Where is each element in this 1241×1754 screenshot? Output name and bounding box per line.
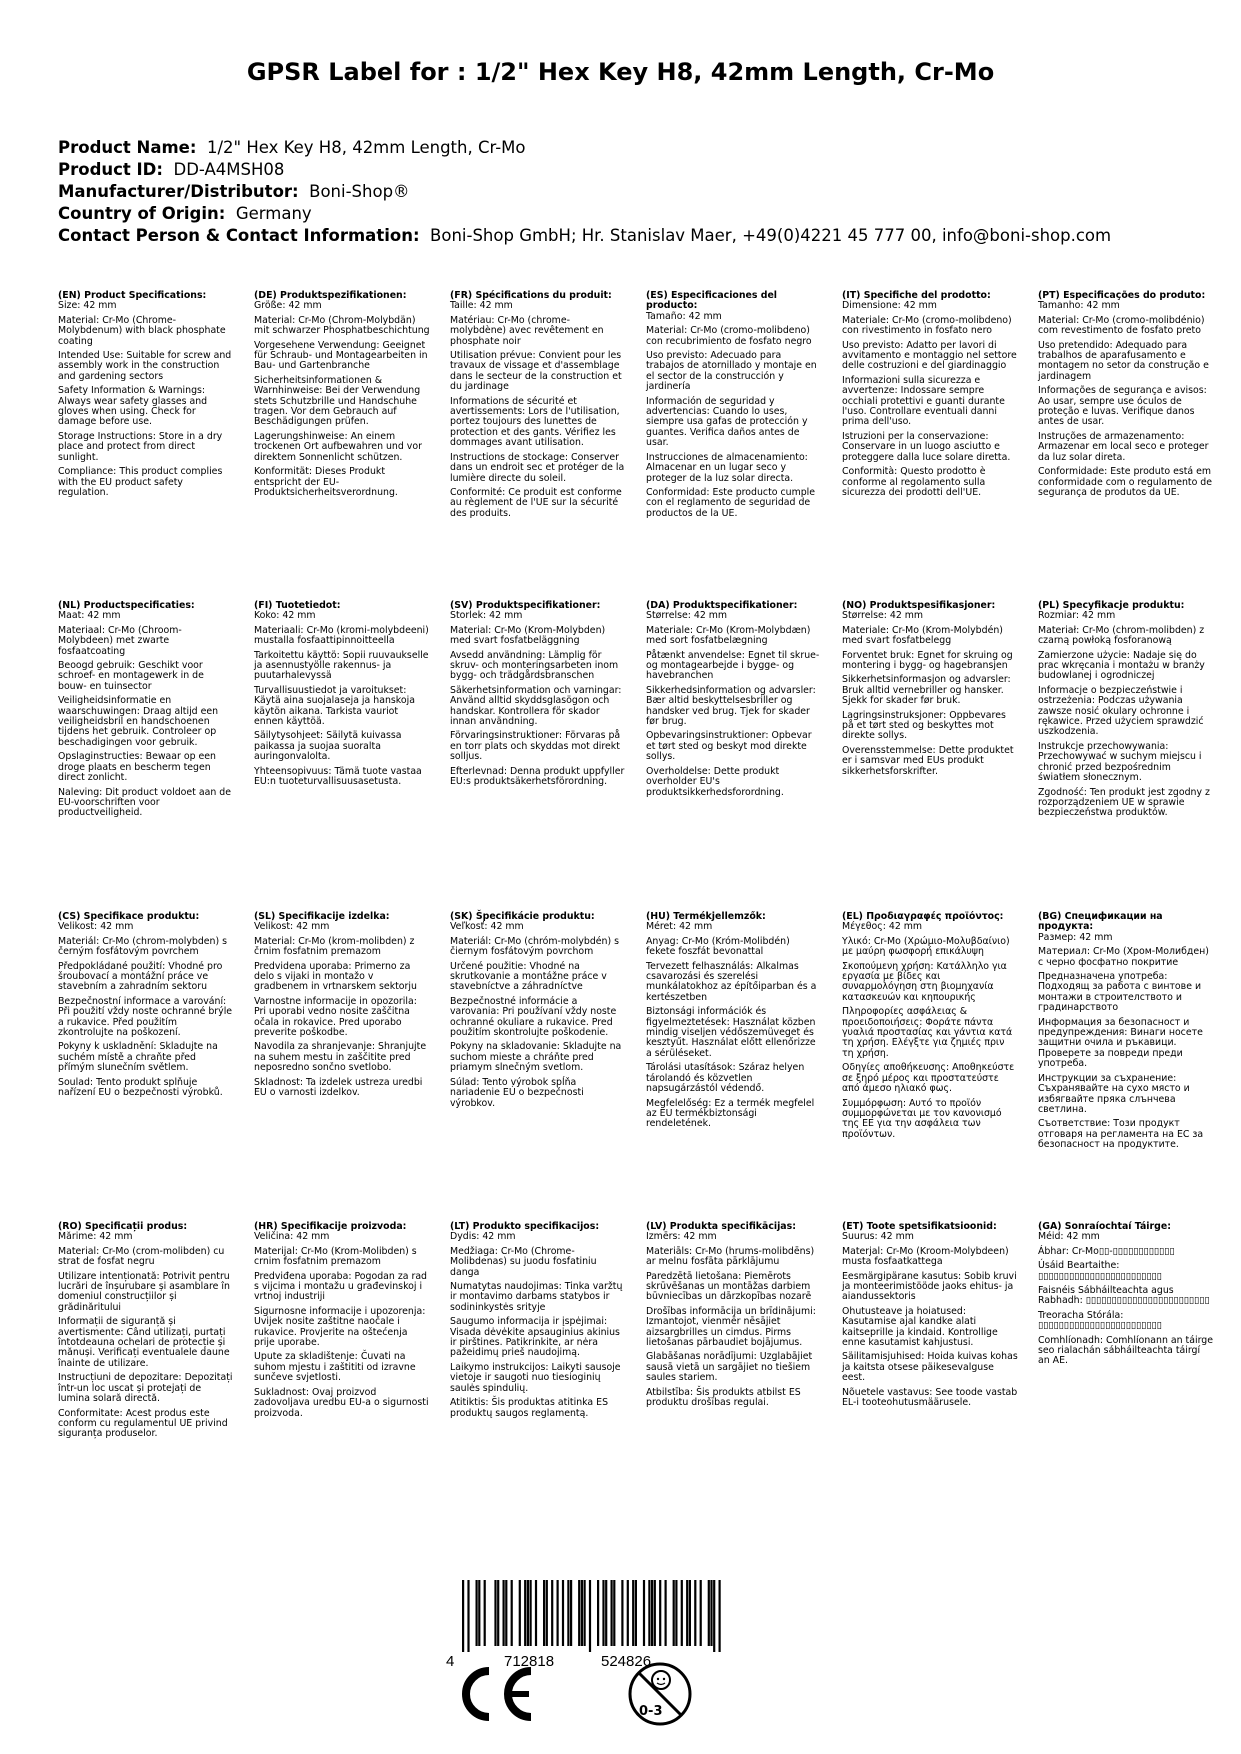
section-paragraph: Medžiaga: Cr-Mo (Chrome-Molibdenas) su juodu fosfatiniu danga	[450, 1245, 597, 1278]
section-paragraph: Pokyny k uskladnění: Skladujte na suchém místě a chraňte před přímým slunečním světlem.	[58, 1041, 218, 1074]
section-paragraph: Paredzētā lietošana: Piemērots skrūvēšanas un montāžas darbiem būvniecības un dārzkopības nozarē	[646, 1270, 812, 1303]
section-paragraph: Σκοπούμενη χρήση: Κατάλληλο για εργασία με βίδες και συναρμολόγηση στη βιομηχανία κατασκευών και κηπουρικής	[842, 960, 1007, 1003]
barcode-bar	[648, 1580, 650, 1646]
spec-section	[254, 1222, 430, 1423]
section-paragraph: Πληροφορίες ασφάλειας & προειδοποιήσεις: Φοράτε πάντα γυαλιά προστασίας και γάντια κατά τη χρήση. Ελέγξτε για ζημιές πριν τη χρήση.	[842, 1006, 1013, 1059]
section-paragraph: Størrelse: 42 mm	[842, 610, 924, 622]
section-paragraph: Forventet bruk: Egnet for skruing og montering i bygg- og hagebransjen	[842, 649, 1013, 672]
barcode-bar	[632, 1580, 634, 1646]
spec-section	[842, 291, 1018, 502]
section-paragraph: Predvidena uporaba: Primerno za delo s vijaki in montažo v gradbenem in vrtnarskem sektorju	[254, 960, 417, 993]
barcode-bar	[551, 1580, 553, 1646]
spec-section	[842, 1222, 1018, 1413]
section-paragraph: Soulad: Tento produkt splňuje nařízení EU o bezpečnosti výrobků.	[58, 1076, 223, 1099]
section-paragraph: Materiaal: Cr-Mo (Chroom-Molybdeen) met zwarte fosfaatcoating	[58, 624, 182, 657]
section-paragraph: Conformità: Questo prodotto è conforme al regolamento sulla sicurezza dei prodotti dell'UE.	[842, 466, 986, 498]
section-paragraph: Material: Cr-Mo (Chrom-Molybdän) mit schwarzer Phosphatbeschichtung	[254, 314, 430, 337]
section-paragraph: Materiál: Cr-Mo (chrom-molybden) s černým fosfátovým povrchem	[58, 935, 228, 958]
section-paragraph: Comhlíonadh: Comhlíonann an táirge seo rialachán sábháilteachta táirgí an AE.	[1038, 1334, 1213, 1367]
section-paragraph: Saugumo informacija ir įspėjimai: Visada dėvėkite apsauginius akinius ir pirštines. Patikrinkite, ar nėra pažeidimų prieš naudojimą.	[450, 1316, 620, 1359]
barcode-bar	[567, 1580, 569, 1646]
barcode-bar	[651, 1580, 653, 1646]
section-paragraph: Dimensione: 42 mm	[842, 300, 937, 312]
barcode-bar	[557, 1580, 559, 1646]
section-paragraph: Matériau: Cr-Mo (chrome-molybdène) avec revêtement en phosphate noir	[450, 314, 604, 347]
section-heading: (HR) Specifikacije proizvoda:	[254, 1221, 407, 1232]
section-heading: (GA) Sonraíochtaí Táirge:	[1038, 1221, 1171, 1232]
spec-section	[58, 912, 234, 1103]
section-paragraph: Предназначена употреба: Подходящ за работа с винтове и монтажи в строителството и градинарството	[1038, 971, 1202, 1014]
section-paragraph: Materiale: Cr-Mo (Krom-Molybdén) med svart fosfatbelegg	[842, 624, 1003, 647]
section-paragraph: Intended Use: Suitable for screw and assembly work in the construction and gardening sectors	[58, 350, 232, 382]
section-paragraph: Pokyny na skladovanie: Skladujte na suchom mieste a chráňte pred priamym slnečným svetlom.	[450, 1041, 622, 1074]
section-paragraph: Sikkerhedsinformation og advarsler: Bær altid beskyttelsesbriller og handsker ved brug. Tjek for skader før brug.	[646, 684, 816, 728]
section-paragraph: Súlad: Tento výrobok spĺňa nariadenie EÚ o bezpečnosti výrobkov.	[450, 1076, 584, 1109]
section-paragraph: Storage Instructions: Store in a dry place and protect from direct sunlight.	[58, 430, 223, 463]
barcode-bar	[497, 1580, 499, 1646]
section-heading: (LT) Produkto specifikacijos:	[450, 1221, 600, 1232]
section-paragraph: Materiale: Cr-Mo (Krom-Molybdæn) med sort fosfatbelægning	[646, 624, 811, 647]
spec-section	[254, 291, 430, 502]
section-paragraph: Instrucțiuni de depozitare: Depozitați într-un loc uscat și protejați de lumina solară directă.	[58, 1372, 233, 1405]
page-title: GPSR Label for : 1/2" Hex Key H8, 42mm Length, Cr-Mo	[246, 58, 995, 86]
barcode-bar	[535, 1580, 537, 1646]
section-paragraph: Säilytysohjeet: Säilytä kuivassa paikassa ja suojaa suoralta auringonvalolta.	[254, 730, 402, 763]
info-value: 1/2" Hex Key H8, 42mm Length, Cr-Mo	[206, 138, 526, 157]
section-paragraph: Tárolási utasítások: Száraz helyen tárolandó és közvetlen napsugárzástól védendő.	[646, 1062, 805, 1095]
barcode-bar	[511, 1580, 513, 1646]
section-heading: (FR) Spécifications du produit:	[450, 290, 612, 301]
section-paragraph: Varnostne informacije in opozorila: Pri uporabi vedno nosite zaščitna očala in rokavice. Pred uporabo preverite poškodbe.	[254, 995, 417, 1039]
barcode-bar	[719, 1580, 721, 1652]
section-heading: (ET) Toote spetsifikatsioonid:	[842, 1221, 997, 1232]
section-paragraph: Treoracha Stórála: ▯▯▯▯▯▯▯▯▯▯▯▯▯▯▯▯▯▯▯▯▯▯▯▯	[1038, 1309, 1162, 1332]
section-paragraph: Bezpečnostní informace a varování: Při použití vždy noste ochranné brýle a rukavice. Před použitím zkontrolujte na poškození.	[58, 995, 233, 1039]
barcode-bar	[503, 1580, 505, 1646]
section-paragraph: Predviđena uporaba: Pogodan za rad s vijcima i montažu u građevinskoj i vrtnoj industriji	[254, 1270, 428, 1303]
section-paragraph: Izmērs: 42 mm	[646, 1231, 717, 1243]
section-paragraph: Skladnost: Ta izdelek ustreza uredbi EU o varnosti izdelkov.	[254, 1076, 423, 1099]
barcode-bar	[467, 1580, 469, 1652]
section-paragraph: Материал: Cr-Mo (Хром-Молибден) с черно фосфатно покритие	[1038, 946, 1209, 968]
section-paragraph: Информация за безопасност и предупреждения: Винаги носете защитни очила и ръкавици. Проверете за повреди преди употреба.	[1038, 1016, 1203, 1070]
section-paragraph: Materijal: Cr-Mo (Krom-Molibden) s crnim fosfatnim premazom	[254, 1245, 417, 1268]
section-paragraph: Conformitate: Acest produs este conform cu regulamentul UE privind siguranța produselor.	[58, 1407, 228, 1440]
ean-barcode	[438, 1580, 738, 1670]
section-paragraph: Utilisation prévue: Convient pour les travaux de vissage et d'assemblage dans le secteur de la construction et du jardinage	[450, 350, 622, 393]
section-paragraph: Información de seguridad y advertencias: Cuando lo uses, siempre usa gafas de protección y guantes. Verifica daños antes de usar.	[646, 395, 808, 449]
barcode-bar	[543, 1580, 545, 1646]
barcode-bar	[694, 1580, 696, 1646]
info-value: Boni-Shop®	[309, 182, 410, 201]
section-paragraph: Size: 42 mm	[58, 300, 117, 312]
section-paragraph: Conformidade: Este produto está em conformidade com o regulamento de segurança de produtos da UE.	[1038, 466, 1213, 498]
section-paragraph: Compliance: This product complies with the EU product safety regulation.	[58, 466, 223, 498]
info-label: Manufacturer/Distributor:	[58, 182, 299, 201]
age-warning-icon	[627, 1661, 693, 1727]
barcode-bar	[605, 1580, 607, 1646]
barcode-bar	[681, 1580, 683, 1646]
barcode-bar	[621, 1580, 623, 1646]
section-paragraph: Informações de segurança e avisos: Ao usar, sempre use óculos de proteção e luvas. Verifique danos antes de usar.	[1038, 385, 1207, 428]
barcode-bars	[462, 1580, 721, 1652]
section-paragraph: Sicherheitsinformationen & Warnhinweise: Bei der Verwendung stets Schutzbrille und Handschuhe tragen. Vor dem Gebrauch auf Beschädigungen prüfen.	[254, 374, 421, 428]
spec-section	[1038, 1222, 1214, 1371]
section-paragraph: Nõuetele vastavus: See toode vastab EL-i tooteohutusmäärusele.	[842, 1386, 1018, 1409]
section-paragraph: Sigurnosne informacije i upozorenja: Uvijek nosite zaštitne naočale i rukavice. Provjerite na oštećenja prije uporabe.	[254, 1305, 426, 1349]
section-paragraph: Informacje o bezpieczeństwie i ostrzeżenia: Podczas używania zawsze nosić okulary ochronne i rękawice. Przed użyciem sprawdzić uszkodzenia.	[1038, 684, 1204, 738]
section-heading: (PL) Specyfikacje produktu:	[1038, 600, 1185, 611]
section-paragraph: Upute za skladištenje: Čuvati na suhom mjestu i zaštititi od izravne sunčeve svjetlosti.	[254, 1351, 416, 1384]
info-row-name	[58, 137, 1111, 159]
section-paragraph: Lagerungshinweise: An einem trockenen Ort aufbewahren und vor direktem Sonnenlicht schützen.	[254, 430, 422, 463]
barcode-bar	[462, 1580, 464, 1652]
section-paragraph: Påtænkt anvendelse: Egnet til skrue- og montagearbejde i bygge- og havebranchen	[646, 649, 820, 682]
section-paragraph: Materiał: Cr-Mo (chrom-molibden) z czarną powłoką fosforanową	[1038, 624, 1205, 647]
spec-section	[1038, 601, 1214, 823]
section-paragraph: Materiale: Cr-Mo (cromo-molibdeno) con rivestimento in fosfato nero	[842, 314, 1012, 337]
barcode-bar	[665, 1580, 667, 1646]
section-paragraph: Biztonsági információk és figyelmeztetések: Használat közben mindig viseljen védőszemüveget és kesztyűt. Használat előtt ellenőrizze a sérüléseket.	[646, 1006, 816, 1059]
info-row-contact	[58, 225, 1111, 247]
section-heading: (LV) Produkta specifikācijas:	[646, 1221, 796, 1232]
section-heading: (PT) Especificações do produto:	[1038, 290, 1206, 301]
section-paragraph: Předpokládané použití: Vhodné pro šroubovací a montážní práce ve stavebním a zahradním sektoru	[58, 960, 223, 993]
section-paragraph: Lagringsinstruksjoner: Oppbevares på et tørt sted og beskyttes mot direkte sollys.	[842, 709, 1006, 742]
section-paragraph: Sikkerhetsinformasjon og advarsler: Bruk alltid vernebriller og hansker. Sjekk for skader før bruk.	[842, 674, 1011, 707]
section-paragraph: Zamierzone użycie: Nadaje się do prac wkręcania i montażu w branży budowlanej i ogrodniczej	[1038, 649, 1205, 682]
spec-section	[646, 912, 822, 1134]
section-paragraph: Informazioni sulla sicurezza e avvertenze: Indossare sempre occhiali protettivi e guanti durante l'uso. Controllare eventuali danni prima dell'uso.	[842, 374, 1005, 428]
section-paragraph: Uso previsto: Adecuado para trabajos de atornillado y montaje en el sector de la construcción y jardinería	[646, 350, 817, 393]
section-paragraph: Säilitamisjuhised: Hoida kuivas kohas ja kaitsta otsese päikesevalguse eest.	[842, 1351, 1018, 1384]
section-paragraph: Overensstemmelse: Dette produktet er i samsvar med EUs produkt sikkerhetsforskrifter.	[842, 744, 1014, 777]
spec-section	[646, 601, 822, 802]
section-paragraph: Material: Cr-Mo (crom-molibden) cu strat de fosfat negru	[58, 1245, 225, 1268]
section-paragraph: Úsáid Beartaithe: ▯▯▯▯▯▯▯▯▯▯▯▯▯▯▯▯▯▯▯▯▯▯▯▯	[1038, 1260, 1162, 1282]
spec-section	[1038, 912, 1214, 1155]
section-paragraph: Materjal: Cr-Mo (Kroom-Molybdeen) musta fosfaatkattega	[842, 1245, 1009, 1268]
section-paragraph: Størrelse: 42 mm	[646, 610, 728, 622]
barcode-digits-right: 524826	[601, 1653, 652, 1670]
section-paragraph: Overholdelse: Dette produkt overholder EU's produktsikkerhedsforordning.	[646, 765, 784, 798]
section-paragraph: Navodila za shranjevanje: Shranjujte na suhem mestu in zaščitite pred neposredno sončno svetlobo.	[254, 1041, 427, 1074]
section-paragraph: Atbilstība: Šis produkts atbilst ES produktu drošības regulai.	[646, 1386, 801, 1409]
age-range-label: 0-3	[639, 1704, 663, 1719]
section-paragraph: Μέγεθος: 42 mm	[842, 921, 923, 933]
section-heading: (SL) Specifikacije izdelka:	[254, 911, 390, 922]
barcode-bar	[546, 1580, 548, 1646]
section-paragraph: Rozmiar: 42 mm	[1038, 610, 1116, 622]
spec-section	[450, 291, 626, 523]
section-paragraph: Säkerhetsinformation och varningar: Använd alltid skyddsglasögon och handskar. Kontrollera för skador innan användning.	[450, 684, 622, 728]
info-label: Country of Origin:	[58, 204, 226, 223]
section-paragraph: Koko: 42 mm	[254, 610, 316, 622]
section-heading: (NO) Produktspesifikasjoner:	[842, 600, 996, 611]
info-value: Boni-Shop GmbH; Hr. Stanislav Maer, +49(0)4221 45 777 00, info@boni-shop.com	[430, 226, 1112, 245]
section-heading: (IT) Specifiche del prodotto:	[842, 290, 991, 301]
section-paragraph: Tarkoitettu käyttö: Sopii ruuvaukselle ja asennustyölle rakennus- ja puutarhalevyssä	[254, 649, 429, 682]
section-paragraph: Materiāls: Cr-Mo (hrums-molibdēns) ar melnu fosfāta pārklājumu	[646, 1245, 815, 1268]
barcode-bar	[505, 1580, 507, 1646]
section-paragraph: Velikost: 42 mm	[58, 921, 134, 933]
barcode-bar	[713, 1580, 715, 1652]
spec-section	[254, 601, 430, 792]
section-paragraph: Material: Cr-Mo (cromo-molibdeno) con recubrimiento de fosfato negro	[646, 325, 812, 347]
ce-mark-icon	[455, 1665, 535, 1723]
section-paragraph: Avsedd användning: Lämplig för skruv- och monteringsarbeten inom bygg- och trädgårdsbranschen	[450, 649, 619, 682]
section-heading: (NL) Productspecificaties:	[58, 600, 195, 611]
section-paragraph: Turvallisuustiedot ja varoitukset: Käytä aina suojalaseja ja hanskoja käytön aikana. Tarkista vauriot ennen käyttöä.	[254, 684, 415, 728]
spec-section	[646, 1222, 822, 1413]
section-paragraph: Instructions de stockage: Conserver dans un endroit sec et protéger de la lumière directe du soleil.	[450, 451, 625, 484]
spec-section	[450, 601, 626, 792]
section-paragraph: Informații de siguranță și avertismente: Când utilizați, purtați întotdeauna ochelari de protecție și mănuși. Verificați eventualele daune înainte de utilizare.	[58, 1316, 230, 1369]
section-paragraph: Informations de sécurité et avertissements: Lors de l'utilisation, portez toujours des lunettes de protection et des gants. Vérifiez les dommages avant utilisation.	[450, 395, 620, 449]
barcode-bar	[611, 1580, 613, 1646]
barcode-bar	[643, 1580, 645, 1646]
spec-section	[58, 291, 234, 502]
section-paragraph: Laikymo instrukcijos: Laikyti sausoje vietoje ir saugoti nuo tiesioginių saulės spindulių.	[450, 1361, 621, 1394]
barcode-digits-left: 712818	[504, 1653, 555, 1670]
section-paragraph: Efterlevnad: Denna produkt uppfyller EU:s produktsäkerhetsförordning.	[450, 765, 625, 788]
info-label: Contact Person & Contact Information:	[58, 226, 420, 245]
section-paragraph: Συμμόρφωση: Αυτό το προϊόν συμμορφώνεται με τον κανονισμό της ΕΕ για την ασφάλεια των προϊόντων.	[842, 1097, 1002, 1140]
barcode-bar	[710, 1580, 712, 1646]
section-paragraph: Opbevaringsinstruktioner: Opbevar et tørt sted og beskyt mod direkte sollys.	[646, 730, 812, 763]
section-paragraph: Ohutusteave ja hoiatused: Kasutamise ajal kandke alati kaitseprille ja kindaid. Kontrollige enne kasutamist kahjustusi.	[842, 1305, 998, 1349]
section-paragraph: Sukladnost: Ovaj proizvod zadovoljava uredbu EU-a o sigurnosti proizvoda.	[254, 1386, 429, 1419]
barcode-bar	[708, 1580, 710, 1646]
spec-section	[58, 1222, 234, 1444]
section-paragraph: Určené použitie: Vhodné na skrutkovanie a montážne práce v stavebníctve a záhradníctve	[450, 960, 607, 993]
section-paragraph: Materiál: Cr-Mo (chróm-molybdén) s čiernym fosfátovým povrchom	[450, 935, 620, 958]
barcode-bar	[597, 1580, 599, 1646]
section-paragraph: Material: Cr-Mo (krom-molibden) z črnim fosfatnim premazom	[254, 935, 415, 958]
section-paragraph: Zgodność: Ten produkt jest zgodny z rozporządzeniem UE w sprawie bezpieczeństwa produktów.	[1038, 786, 1210, 819]
section-heading: (DE) Produktspezifikationen:	[254, 290, 407, 301]
section-paragraph: Maat: 42 mm	[58, 610, 121, 622]
section-heading: (FI) Tuotetiedot:	[254, 600, 341, 611]
barcode-bar	[478, 1580, 480, 1646]
section-paragraph: Tamaño: 42 mm	[646, 310, 722, 322]
barcode-bar	[530, 1580, 532, 1646]
barcode-bar	[627, 1580, 629, 1646]
section-paragraph: Conformité: Ce produit est conforme au règlement de l'UE sur la sécurité des produits.	[450, 486, 622, 519]
section-heading: (EN) Product Specifications:	[58, 290, 207, 301]
section-heading: (CS) Specifikace produktu:	[58, 911, 200, 922]
section-paragraph: Velikost: 42 mm	[254, 921, 330, 933]
section-paragraph: Förvaringsinstruktioner: Förvaras på en torr plats och skyddas mot direkt solljus.	[450, 730, 621, 763]
section-paragraph: Anyag: Cr-Mo (Króm-Molibdén) fekete foszfát bevonattal	[646, 935, 790, 958]
section-paragraph: Conformidad: Este producto cumple con el reglamento de seguridad de productos de la UE.	[646, 486, 816, 519]
section-paragraph: Yhteensopivuus: Tämä tuote vastaa EU:n tuoteturvallisuusasetusta.	[254, 765, 422, 788]
spec-section	[1038, 291, 1214, 502]
section-paragraph: Konformität: Dieses Produkt entspricht der EU-Produktsicherheitsverordnung.	[254, 466, 398, 498]
section-paragraph: Größe: 42 mm	[254, 300, 322, 312]
barcode-bar	[602, 1580, 604, 1646]
barcode-bar	[584, 1580, 586, 1646]
section-paragraph: Tervezett felhasználás: Alkalmas csavarozási és szerelési munkálatokhoz az építőiparban és a kertészetben	[646, 960, 817, 1003]
barcode-bar	[524, 1580, 526, 1646]
section-paragraph: Dydis: 42 mm	[450, 1231, 516, 1243]
section-paragraph: Faisnéis Sábháilteachta agus Rabhadh: ▯▯▯▯▯▯▯▯▯▯▯▯▯▯▯▯▯▯▯▯▯▯▯▯	[1038, 1285, 1210, 1307]
section-paragraph: Opslaginstructies: Bewaar op een droge plaats en bescherm tegen direct zonlicht.	[58, 751, 216, 784]
section-heading: (RO) Specificații produs:	[58, 1221, 188, 1232]
section-paragraph: Méid: 42 mm	[1038, 1231, 1100, 1243]
barcode-bar	[581, 1580, 583, 1646]
section-paragraph: Veličina: 42 mm	[254, 1231, 330, 1243]
section-paragraph: Méret: 42 mm	[646, 921, 713, 933]
barcode-bar	[654, 1580, 656, 1646]
section-heading: (DA) Produktspecifikationer:	[646, 600, 798, 611]
section-paragraph: Material: Cr-Mo (cromo-molibdénio) com revestimento de fosfato preto	[1038, 314, 1205, 337]
section-paragraph: Размер: 42 mm	[1038, 931, 1113, 943]
spec-section	[842, 601, 1018, 781]
section-paragraph: Vorgesehene Verwendung: Geeignet für Schraub- und Montagearbeiten in Bau- und Gartenbranche	[254, 339, 428, 372]
section-paragraph: Instruções de armazenamento: Armazenar em local seco e proteger da luz solar direta.	[1038, 430, 1209, 463]
info-row-origin	[58, 203, 1111, 225]
info-row-id	[58, 159, 1111, 181]
barcode-bar	[686, 1580, 688, 1646]
spec-section	[450, 912, 626, 1113]
barcode-bar	[519, 1580, 521, 1646]
product-info	[58, 137, 1111, 247]
section-paragraph: Safety Information & Warnings: Always wear safety glasses and gloves when using. Check for damage before use.	[58, 385, 208, 428]
section-paragraph: Υλικό: Cr-Mo (Χρώμιο-Μολυβδαίνιο) με μαύρη φωσφορή επικάλυψη	[842, 935, 1010, 958]
section-heading: (HU) Termékjellemzők:	[646, 911, 766, 922]
section-heading: (SK) Špecifikácie produktu:	[450, 911, 595, 922]
section-paragraph: Drošības informācija un brīdinājumi: Izmantojot, vienmēr nēsājiet aizsargbrilles un cimdus. Pirms lietošanas pārbaudiet bojājumus.	[646, 1305, 816, 1349]
section-paragraph: Съответствие: Този продукт отговаря на регламента на ЕС за безопасност на продуктите.	[1038, 1118, 1204, 1151]
section-paragraph: Bezpečnostné informácie a varovania: Pri používaní vždy noste ochranné okuliare a rukavice. Pred použitím skontrolujte poškodenie.	[450, 995, 617, 1039]
barcode-bar	[589, 1580, 591, 1652]
section-heading: (EL) Προδιαγραφές προϊόντος:	[842, 911, 1004, 922]
section-paragraph: Megfelelőség: Ez a termék megfelel az EU termékbiztonsági rendeletének.	[646, 1097, 815, 1130]
section-heading: (ES) Especificaciones del producto:	[646, 290, 778, 312]
barcode-digit-first: 4	[446, 1653, 455, 1670]
section-paragraph: Mărime: 42 mm	[58, 1231, 133, 1243]
barcode-bar	[476, 1580, 478, 1646]
section-paragraph: Veiligheidsinformatie en waarschuwingen: Draag altijd een veiligheidsbril en handschoenen tijdens het gebruik. Controleer op beschadigingen voor gebruik.	[58, 695, 219, 748]
section-paragraph: Glabāšanas norādījumi: Uzglabājiet sausā vietā un sargājiet no tiešiem saules stariem.	[646, 1351, 813, 1384]
spec-section	[58, 601, 234, 823]
section-paragraph: Istruzioni per la conservazione: Conservare in un luogo asciutto e proteggere dalla luce solare diretta.	[842, 430, 1011, 463]
barcode-bar	[673, 1580, 675, 1646]
section-paragraph: Instrucciones de almacenamiento: Almacenar en un lugar seco y proteger de la luz solar directa.	[646, 451, 808, 484]
barcode-bar	[578, 1580, 580, 1646]
section-paragraph: Uso previsto: Adatto per lavori di avvitamento e montaggio nel settore delle costruzioni e del giardinaggio	[842, 339, 1017, 372]
spec-section	[254, 912, 430, 1103]
info-value: Germany	[235, 204, 312, 223]
barcode-bar	[675, 1580, 677, 1646]
section-paragraph: Material: Cr-Mo (Krom-Molybden) med svart fosfatbeläggning	[450, 624, 606, 647]
section-paragraph: Eesmärgipärane kasutus: Sobib kruvi ja monteerimistööde jaoks ehitus- ja aiandussektoris	[842, 1270, 1017, 1303]
section-paragraph: Numatytas naudojimas: Tinka varžtų ir montavimo darbams statybos ir sodininkystės srityje	[450, 1281, 623, 1313]
section-paragraph: Taille: 42 mm	[450, 300, 513, 312]
barcode-bar	[527, 1580, 529, 1646]
spec-section	[450, 1222, 626, 1423]
section-heading: (BG) Спецификации на продукта:	[1038, 911, 1163, 933]
section-paragraph: Инструкции за съхранение: Съхранявайте на сухо място и избягвайте пряка слънчева светлина.	[1038, 1072, 1190, 1115]
section-paragraph: Tamanho: 42 mm	[1038, 300, 1120, 312]
info-label: Product Name:	[58, 138, 197, 157]
barcode-bar	[494, 1580, 496, 1646]
section-paragraph: Ábhar: Cr-Mo▯▯-▯▯▯▯▯▯▯▯▯▯▯▯	[1038, 1245, 1175, 1257]
spec-section	[646, 291, 822, 523]
section-paragraph: Οδηγίες αποθήκευσης: Αποθηκεύστε σε ξηρό μέρος και προστατεύστε από άμεσο ηλιακό φως.	[842, 1062, 1015, 1095]
section-paragraph: Uso pretendido: Adequado para trabalhos de aparafusamento e montagem no setor da construção e jardinagem	[1038, 339, 1209, 382]
section-paragraph: Beoogd gebruik: Geschikt voor schroef- en montagewerk in de bouw- en tuinsector	[58, 660, 204, 692]
barcode-bar	[659, 1580, 661, 1646]
section-paragraph: Suurus: 42 mm	[842, 1231, 914, 1243]
section-paragraph: Instrukcje przechowywania: Przechowywać w suchym miejscu i chronić przed bezpośrednim światłem słonecznym.	[1038, 740, 1202, 784]
barcode-bar	[613, 1580, 615, 1646]
section-paragraph: Veľkosť: 42 mm	[450, 921, 524, 933]
info-row-manufacturer	[58, 181, 1111, 203]
barcode-bar	[484, 1580, 486, 1646]
info-value: DD-A4MSH08	[173, 160, 285, 179]
section-paragraph: Materiaali: Cr-Mo (kromi-molybdeeni) mustalla fosfaattipinnoitteella	[254, 624, 429, 647]
barcode-bar	[689, 1580, 691, 1646]
spec-section	[842, 912, 1018, 1144]
info-label: Product ID:	[58, 160, 163, 179]
barcode-bar	[635, 1580, 637, 1646]
barcode-bar	[570, 1580, 572, 1646]
section-paragraph: Material: Cr-Mo (Chrome-Molybdenum) with black phosphate coating	[58, 314, 226, 347]
barcode-bar	[700, 1580, 702, 1646]
barcode-bar	[562, 1580, 564, 1646]
section-paragraph: Naleving: Dit product voldoet aan de EU-voorschriften voor productveiligheid.	[58, 786, 231, 819]
section-paragraph: Atitiktis: Šis produktas atitinka ES produktų saugos reglamentą.	[450, 1397, 609, 1419]
section-paragraph: Utilizare intenționată: Potrivit pentru lucrări de înșurubare și asamblare în domeniul construcțiilor și grădinăritului	[58, 1270, 230, 1313]
section-heading: (SV) Produktspecifikationer:	[450, 600, 601, 611]
section-paragraph: Storlek: 42 mm	[450, 610, 523, 622]
